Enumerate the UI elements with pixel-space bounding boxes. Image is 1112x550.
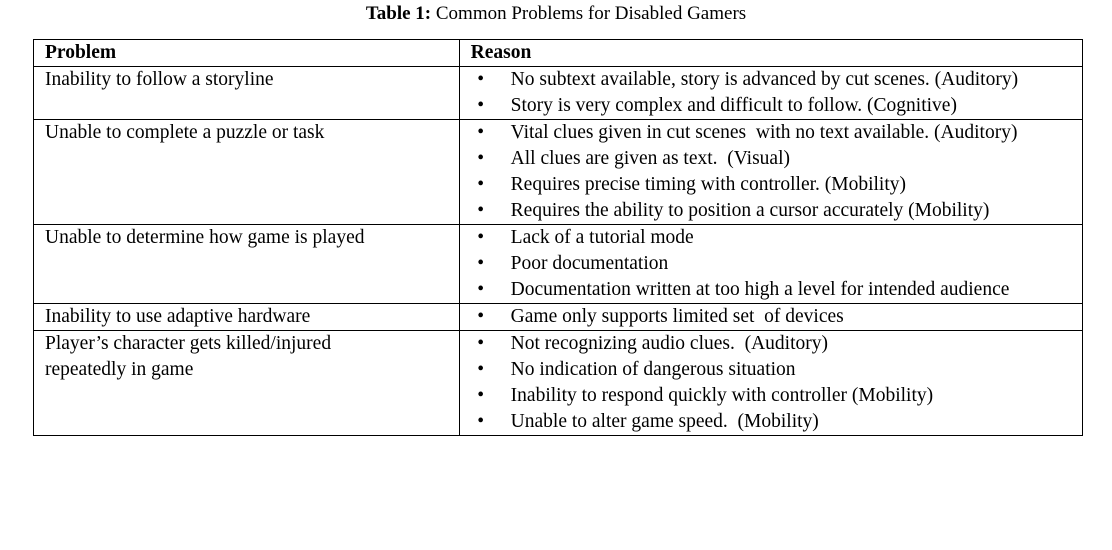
bullet-icon: •: [477, 411, 485, 432]
reason-text: Poor documentation: [510, 253, 669, 274]
problem-cell: Unable to determine how game is played: [34, 225, 460, 304]
reason-text: Story is very complex and difficult to follow. (Cognitive): [510, 95, 957, 116]
bullet-icon: •: [477, 148, 485, 169]
reason-text: Not recognizing audio clues. (Auditory): [510, 333, 829, 354]
reason-text: Lack of a tutorial mode: [510, 227, 694, 248]
reason-item: [471, 225, 1082, 251]
column-header-problem: Problem: [34, 40, 460, 67]
bullet-icon: •: [477, 306, 485, 327]
reason-text: Documentation written at too high a level for intended audience: [510, 279, 1010, 300]
reason-item: [471, 251, 1082, 277]
table-caption-title: Common Problems for Disabled Gamers: [431, 3, 747, 24]
bullet-icon: •: [477, 253, 485, 274]
reason-list: [471, 67, 1082, 119]
table-row: [34, 331, 1083, 436]
bullet-icon: •: [477, 174, 485, 195]
reason-text: All clues are given as text. (Visual): [510, 148, 790, 169]
reason-cell: [459, 67, 1082, 120]
table-caption-label: Table 1:: [365, 3, 432, 24]
problem-cell: [34, 331, 460, 436]
reason-cell: [459, 304, 1082, 331]
reason-item: [471, 357, 1082, 383]
reason-item: [471, 198, 1082, 224]
table-row: [34, 225, 1083, 304]
table-header-row: [34, 40, 1083, 67]
reason-list: [471, 225, 1082, 303]
reason-item: [471, 120, 1082, 146]
reason-item: [471, 172, 1082, 198]
bullet-icon: •: [477, 200, 485, 221]
bullet-icon: •: [477, 333, 485, 354]
problem-text: Player’s character gets killed/injured repeatedly in game: [45, 333, 332, 380]
bullet-icon: •: [477, 279, 485, 300]
reason-text: Inability to respond quickly with controller (Mobility): [510, 385, 934, 406]
table-row: [34, 120, 1083, 225]
reason-item: [471, 409, 1082, 435]
bullet-icon: •: [477, 95, 485, 116]
reason-cell: [459, 120, 1082, 225]
reason-text: Requires the ability to position a cursor accurately (Mobility): [510, 200, 990, 221]
reason-item: [471, 331, 1082, 357]
reason-list: [471, 331, 1082, 435]
problems-table: [33, 39, 1083, 436]
reason-list: [471, 304, 1082, 330]
reason-text: Requires precise timing with controller. (Mobility): [510, 174, 907, 195]
reason-item: [471, 146, 1082, 172]
reason-item: [471, 383, 1082, 409]
table-caption: [0, 3, 1112, 25]
problem-cell: Unable to complete a puzzle or task: [34, 120, 460, 225]
table-row: [34, 304, 1083, 331]
reason-cell: [459, 331, 1082, 436]
reason-item: [471, 67, 1082, 93]
bullet-icon: •: [477, 385, 485, 406]
column-header-reason: Reason: [459, 40, 1082, 67]
reason-text: Unable to alter game speed. (Mobility): [510, 411, 819, 432]
reason-text: Game only supports limited set of devices: [510, 306, 844, 327]
reason-list: [471, 120, 1082, 224]
reason-item: [471, 93, 1082, 119]
bullet-icon: •: [477, 122, 485, 143]
bullet-icon: •: [477, 69, 485, 90]
reason-text: Vital clues given in cut scenes with no text available. (Auditory): [510, 122, 1018, 143]
table-row: [34, 67, 1083, 120]
reason-item: [471, 277, 1082, 303]
bullet-icon: •: [477, 359, 485, 380]
reason-cell: [459, 225, 1082, 304]
bullet-icon: •: [477, 227, 485, 248]
problem-cell: Inability to use adaptive hardware: [34, 304, 460, 331]
reason-text: No subtext available, story is advanced by cut scenes. (Auditory): [510, 69, 1019, 90]
problem-cell: Inability to follow a storyline: [34, 67, 460, 120]
reason-text: No indication of dangerous situation: [510, 359, 796, 380]
reason-item: [471, 304, 1082, 330]
